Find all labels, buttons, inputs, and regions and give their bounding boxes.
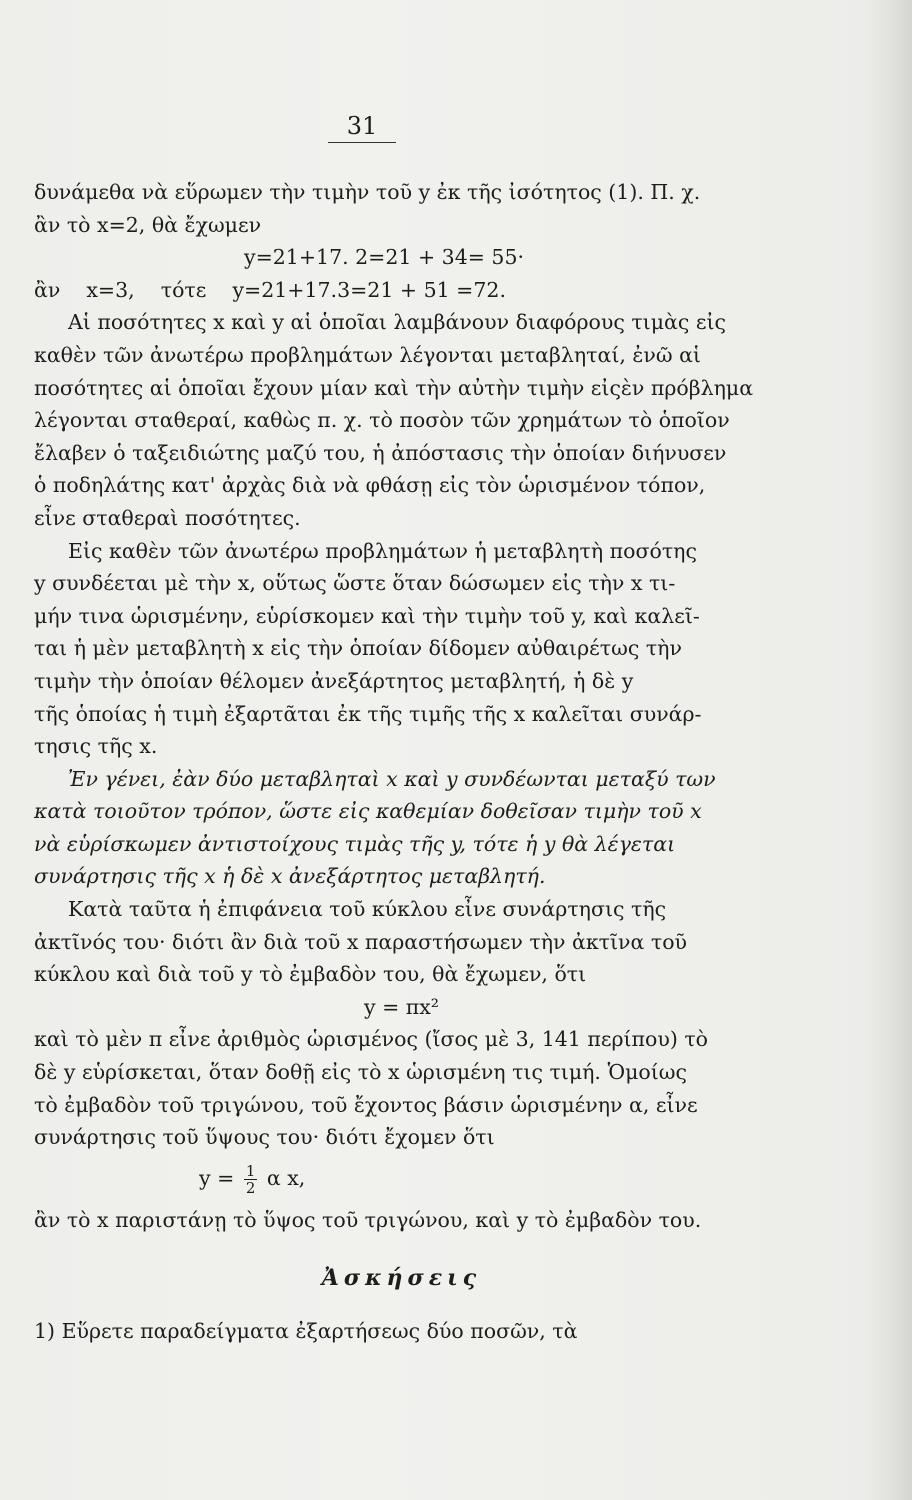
equation-line: y=21+17. 2=21 + 34= 55· bbox=[244, 245, 525, 270]
text-line: λέγονται σταθεραί, καθὼς π. χ. τὸ ποσὸν τῶν χρημάτων τὸ ὁποῖον bbox=[34, 408, 730, 433]
text-line: τιμὴν τὴν ὁποίαν θέλομεν ἀνεξάρτητος μεταβλητή, ἡ δὲ y bbox=[34, 668, 634, 693]
text-line: ἂν τὸ x παριστάνῃ τὸ ὕψος τοῦ τριγώνου, καὶ y τὸ ἐμβαδὸν του. bbox=[34, 1207, 702, 1232]
text-line: ἔλαβεν ὁ ταξειδιώτης μαζύ του, ἡ ἀπόστασις τὴν ὁποίαν διήνυσεν bbox=[34, 440, 727, 465]
text-line: ὁ ποδηλάτης κατ' ἀρχὰς διὰ νὰ φθάσῃ εἰς τὸν ὡρισμένον τόπον, bbox=[34, 473, 706, 498]
exercise-text: Εὕρετε παραδείγματα ἐξαρτήσεως δύο ποσῶν, τὰ bbox=[61, 1319, 578, 1343]
text-line: Εἰς καθὲν τῶν ἀνωτέρω προβλημάτων ἡ μεταβλητὴ ποσότης bbox=[68, 538, 697, 563]
fraction-equation bbox=[34, 1162, 769, 1196]
text-line: ἂν τὸ x=2, θὰ ἔχωμεν bbox=[34, 212, 262, 237]
text-line: μήν τινα ὡρισμένην, εὑρίσκομεν καὶ τὴν τιμὴν τοῦ y, καὶ καλεῖ- bbox=[34, 603, 700, 628]
text-line: δὲ y εὑρίσκεται, ὅταν δοθῇ εἰς τὸ x ὡρισμένη τις τιμή. Ὁμοίως bbox=[34, 1060, 687, 1085]
text-line: τῆς ὁποίας ἡ τιμὴ ἐξαρτᾶται ἐκ τῆς τιμῆς τῆς x καλεῖται συνάρ- bbox=[34, 701, 702, 726]
text-line: καθὲν τῶν ἀνωτέρω προβλημάτων λέγονται μεταβληταί, ἐνῶ αἱ bbox=[34, 342, 701, 367]
text-line: εἶνε σταθεραὶ ποσότητες. bbox=[34, 505, 301, 530]
exercise-line bbox=[34, 1315, 769, 1348]
section-title: Ἀσκήσεις bbox=[321, 1265, 482, 1292]
fraction-denominator: 2 bbox=[245, 1178, 256, 1196]
equation-line: y = πx² bbox=[363, 994, 440, 1019]
exercise-number: 1) bbox=[34, 1319, 56, 1343]
text-line: Αἱ ποσότητες x καὶ y αἱ ὁποῖαι λαμβάνουν διαφόρους τιμὰς εἰς bbox=[68, 310, 727, 335]
text-line: Κατὰ ταῦτα ἡ ἐπιφάνεια τοῦ κύκλου εἶνε συνάρτησις τῆς bbox=[68, 897, 667, 922]
equation-line: ἂν x=3, τότε y=21+17.3=21 + 51 =72. bbox=[34, 277, 506, 302]
text-line: καὶ τὸ μὲν π εἶνε ἀριθμὸς ὡρισμένος (ἴσος μὲ 3, 141 περίπου) τὸ bbox=[34, 1027, 709, 1052]
text-line: ται ἡ μὲν μεταβλητὴ x εἰς τὴν ὁποίαν δίδομεν αὐθαιρέτως τὴν bbox=[34, 636, 682, 661]
fraction-rhs: α x, bbox=[266, 1165, 306, 1190]
text-line: συνάρτησις τοῦ ὕψους του· διότι ἔχομεν ὅτι bbox=[34, 1125, 495, 1150]
body-text bbox=[34, 176, 769, 1348]
page-edge-shadow bbox=[864, 0, 912, 1500]
text-line: δυνάμεθα νὰ εὕρωμεν τὴν τιμὴν τοῦ y ἐκ τῆς ἰσότητος (1). Π. χ. bbox=[34, 180, 701, 204]
fraction-lhs: y = bbox=[199, 1165, 235, 1190]
text-line: νὰ εὑρίσκωμεν ἀντιστοίχους τιμὰς τῆς y, τότε ἡ y θὰ λέγεται bbox=[34, 831, 676, 856]
text-line: τησις τῆς x. bbox=[34, 734, 158, 759]
fraction bbox=[244, 1163, 258, 1196]
text-line: κατὰ τοιοῦτον τρόπον, ὥστε εἰς καθεμίαν δοθεῖσαν τιμὴν τοῦ x bbox=[34, 799, 702, 824]
text-line: y συνδέεται μὲ τὴν x, οὕτως ὥστε ὅταν δώσωμεν εἰς τὴν x τι- bbox=[34, 571, 676, 596]
page-number: 31 bbox=[328, 112, 396, 143]
fraction-numerator: 1 bbox=[245, 1161, 256, 1180]
text-line: Ἐν γένει, ἐὰν δύο μεταβληταὶ x καὶ y συνδέωνται μεταξύ των bbox=[68, 766, 716, 791]
text-line: ἀκτῖνός του· διότι ἂν διὰ τοῦ x παραστήσωμεν τὴν ἀκτῖνα τοῦ bbox=[34, 929, 687, 954]
text-line: κύκλου καὶ διὰ τοῦ y τὸ ἐμβαδὸν του, θὰ ἔχωμεν, ὅτι bbox=[34, 962, 587, 987]
text-line: ποσότητες αἱ ὁποῖαι ἔχουν μίαν καὶ τὴν αὐτὴν τιμὴν εἰςὲν πρόβλημα bbox=[34, 375, 754, 400]
text-line: τὸ ἐμβαδὸν τοῦ τριγώνου, τοῦ ἔχοντος βάσιν ὡρισμένην α, εἶνε bbox=[34, 1092, 698, 1117]
text-line: συνάρτησις τῆς x ἡ δὲ x ἀνεξάρτητος μεταβλητή. bbox=[34, 864, 546, 889]
